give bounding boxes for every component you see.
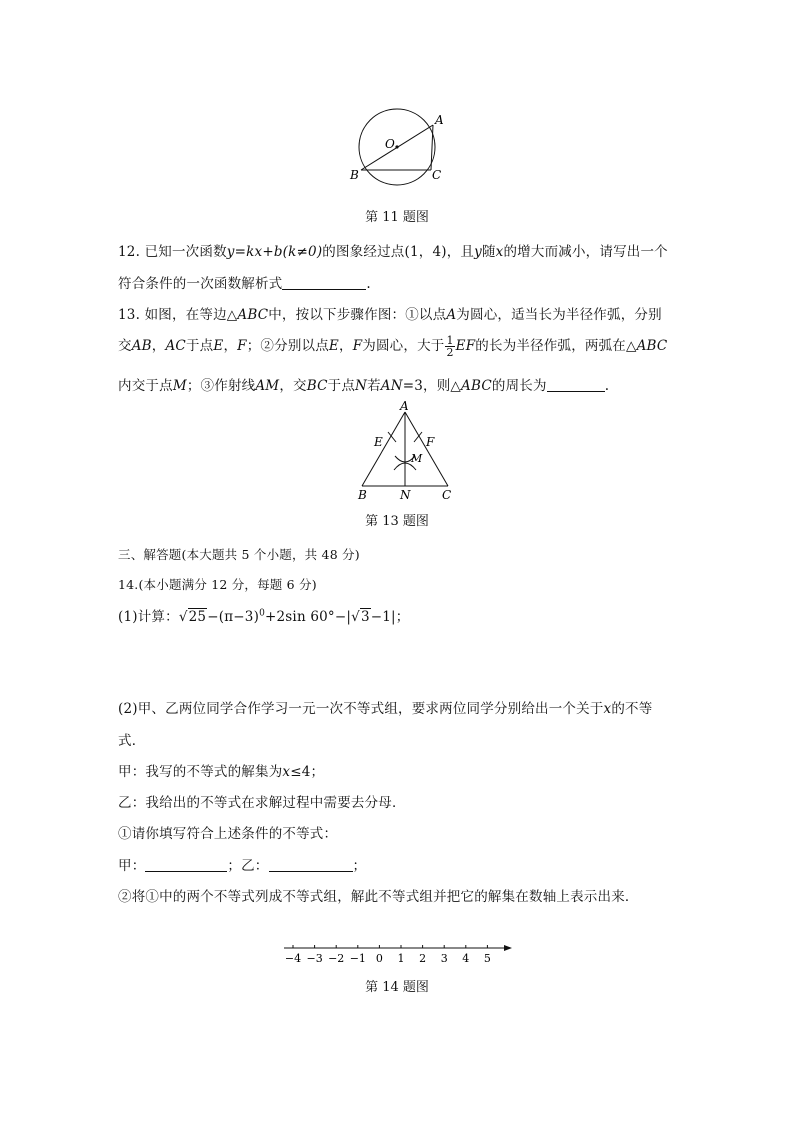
axis-tick-label: 2 <box>419 952 427 965</box>
figure-13-caption: 第 13 题图 <box>365 514 429 529</box>
label-m13: M <box>411 452 423 465</box>
axis-tick-label: −2 <box>328 952 345 965</box>
label-c13: C <box>442 488 452 502</box>
jia-answer-blank[interactable] <box>145 857 227 872</box>
q13-line2: 交AB，AC于点E，F；②分别以点E，F为圆心，大于 $\frac{1}{2}$ EF的长为半径作弧，两弧在△ABC <box>118 334 668 359</box>
figure-11-caption: 第 11 题图 <box>365 210 429 225</box>
center-point <box>395 145 398 148</box>
number-line <box>280 938 520 966</box>
q14-part1: (1)计算：$√25-(\pi-3)^0+2\sin$ 60°−|√3−1|； <box>118 608 410 625</box>
q14-fill: 甲： ；乙： ； <box>118 858 367 874</box>
q12-answer-blank[interactable] <box>282 275 366 290</box>
side-ac <box>405 412 448 486</box>
q14-part2-line1: (2)甲、乙两位同学合作学习一元一次不等式组，要求两位同学分别给出一个关于x的不等 <box>118 701 653 717</box>
q12-text: 已知一次函数 <box>144 244 227 260</box>
yi-answer-blank[interactable] <box>269 857 353 872</box>
label-e13: E <box>374 435 383 449</box>
figure-13 <box>350 398 460 504</box>
axis-tick-label: 5 <box>483 952 491 965</box>
q12-line1: 12. 已知一次函数y=kx+b(k≠0)的图象经过点(1，4)，且y随x的增大而减小，请写出一个 <box>118 244 668 260</box>
q14-jia: 甲：我写的不等式的解集为x≤4； <box>118 764 325 780</box>
label-a: A <box>435 113 444 127</box>
fraction-one-half: $\frac{1}{2}$ <box>446 334 454 359</box>
q13-number: 13. <box>118 307 141 323</box>
label-n13: N <box>400 488 411 502</box>
axis-tick-label: 1 <box>397 952 405 965</box>
side-ab <box>362 412 405 486</box>
axis-arrow <box>504 945 512 951</box>
q12-line2: 符合条件的一次函数解析式 . <box>118 276 371 292</box>
label-f13: F <box>426 435 435 449</box>
q14-yi: 乙：我给出的不等式在求解过程中需要去分母． <box>118 795 406 811</box>
q12-number: 12. <box>118 244 141 260</box>
q14-sub1: ①请你填写符合上述条件的不等式： <box>118 826 338 842</box>
figure-11 <box>340 108 460 188</box>
q13-answer-blank[interactable] <box>547 377 605 392</box>
axis-tick-label: 4 <box>462 952 470 965</box>
axis-tick-label: −1 <box>349 952 366 965</box>
axis-tick-label: −4 <box>284 952 302 965</box>
figure-14-caption: 第 14 题图 <box>365 980 429 995</box>
axis-tick-label: 3 <box>440 952 448 965</box>
q12-formula: y=kx+b(k≠0) <box>226 244 323 260</box>
q14-part2-line2: 式． <box>118 733 146 749</box>
q13-line1: 13. 如图，在等边△ABC中，按以下步骤作图：①以点A为圆心，适当长为半径作弧，分别 <box>118 307 662 323</box>
axis-tick-label: −3 <box>306 952 323 965</box>
q14-sub2: ②将①中的两个不等式列成不等式组，解此不等式组并把它的解集在数轴上表示出来． <box>118 889 639 905</box>
axis-tick-label: 0 <box>375 952 383 965</box>
q14-header: 14.(本小题满分 12 分，每题 6 分) <box>118 577 317 592</box>
label-o: O <box>385 137 395 151</box>
label-b13: B <box>358 488 367 502</box>
section-3-title: 三、解答题(本大题共 5 个小题，共 48 分) <box>118 547 360 562</box>
q13-line3: 内交于点M；③作射线AM，交BC于点N若AN=3，则△ABC的周长为 . <box>118 378 610 394</box>
label-c: C <box>432 168 442 182</box>
label-b: B <box>350 168 359 182</box>
label-a13: A <box>400 399 409 413</box>
